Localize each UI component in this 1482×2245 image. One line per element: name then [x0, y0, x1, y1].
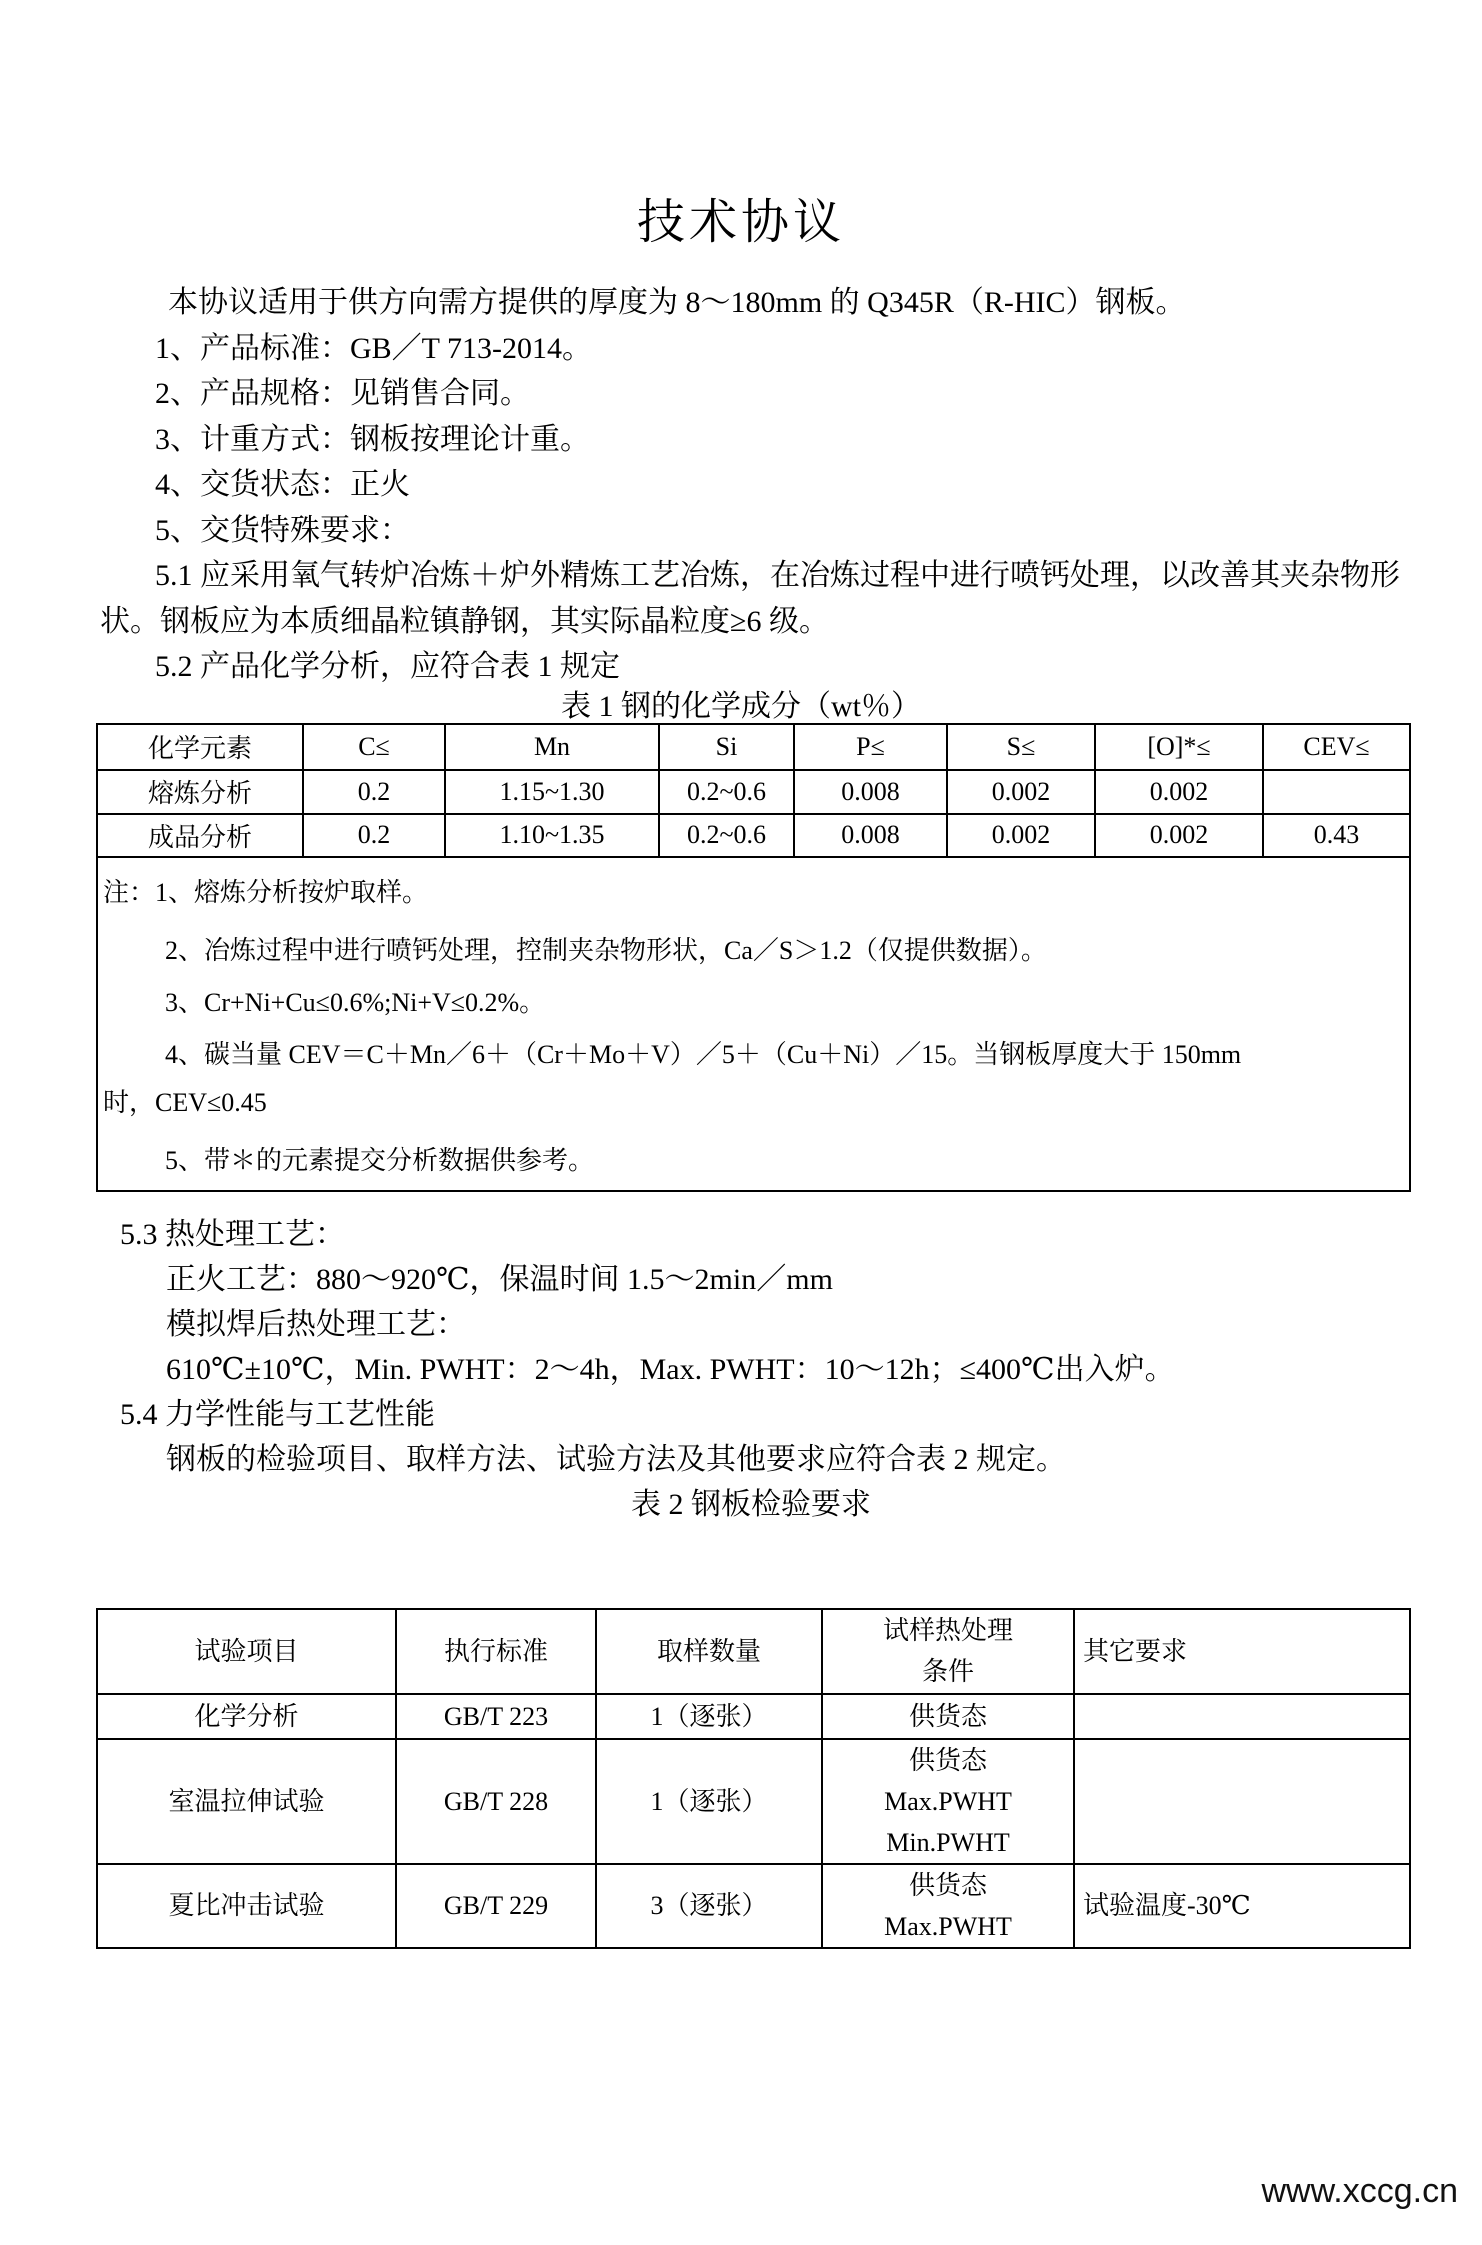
- test-item: 夏比冲击试验: [168, 1891, 325, 1920]
- table2-header-condition-line1: 试样热处理: [882, 1616, 1013, 1645]
- list-item-4: 4、交货状态：正火: [155, 468, 410, 501]
- table2-header-item: [97, 1609, 396, 1694]
- table2-cell: [822, 1864, 1074, 1948]
- table2-header-condition: [822, 1609, 1074, 1694]
- watermark-url: www.xccg.cn: [1261, 2172, 1458, 2210]
- table1-cell: 0.2: [303, 770, 445, 814]
- table2-cell: [396, 1864, 596, 1948]
- clause-5-1-line2: 状。钢板应为本质细晶粒镇静钢，其实际晶粒度≥6 级。: [100, 604, 829, 638]
- normalizing-process: 正火工艺：880～920℃，保温时间 1.5～2min／mm: [166, 1262, 833, 1296]
- table1-header-c: C≤: [303, 724, 445, 770]
- table2-header-item-label: 试验项目: [194, 1636, 299, 1666]
- note-3: 3、Cr+Ni+Cu≤0.6%;Ni+V≤0.2%。: [165, 987, 546, 1017]
- clause-5-1-line1: 5.1 应采用氧气转炉冶炼＋炉外精炼工艺冶炼，在冶炼过程中进行喷钙处理，以改善其夹杂物形: [155, 559, 1400, 592]
- table1-header-mn: Mn: [445, 724, 659, 770]
- intro-section: [100, 280, 1402, 690]
- clause-5-3: 5.3 热处理工艺：: [120, 1217, 345, 1251]
- table1-cell: 成品分析: [97, 814, 303, 857]
- table1-cell: 0.008: [794, 814, 947, 857]
- table1-cell: 0.002: [947, 814, 1095, 857]
- note-1: 注：1、熔炼分析按炉取样。: [103, 877, 429, 907]
- table2-header-other: [1074, 1609, 1410, 1694]
- test-quantity: 1（逐张）: [650, 1701, 768, 1731]
- test-item: 化学分析: [194, 1701, 299, 1731]
- table1-header-o: [O]*≤: [1095, 724, 1263, 770]
- list-item-1: 1、产品标准：GB／T 713-2014。: [155, 331, 592, 365]
- table2-cell: [1074, 1739, 1410, 1864]
- table2-caption: 表 2 钢板检验要求: [631, 1487, 871, 1521]
- table1-cell: 0.008: [794, 770, 947, 814]
- table1-header-element: 化学元素: [97, 724, 303, 770]
- clause-5-4-desc: 钢板的检验项目、取样方法、试验方法及其他要求应符合表 2 规定。: [166, 1442, 1066, 1476]
- table1-cell: 0.002: [947, 770, 1095, 814]
- table2-cell: [1074, 1694, 1410, 1739]
- table2-header-standard-label: 执行标准: [443, 1636, 548, 1666]
- table2-cell: [97, 1694, 396, 1739]
- test-condition: 供货态: [908, 1870, 987, 1900]
- pwht-detail: 610℃±10℃，Min. PWHT：2～4h，Max. PWHT：10～12h；≤400℃出入炉。: [166, 1352, 1175, 1386]
- list-item-2: 2、产品规格：见销售合同。: [155, 377, 530, 410]
- test-condition: 供货态: [908, 1701, 987, 1731]
- table2-cell: [97, 1864, 396, 1948]
- table2-cell: [396, 1694, 596, 1739]
- table2-cell: [396, 1739, 596, 1864]
- table1-notes: [97, 857, 1410, 1191]
- table2-row-chemical-analysis: [97, 1694, 1410, 1739]
- clause-5-2: 5.2 产品化学分析，应符合表 1 规定: [155, 650, 620, 683]
- test-quantity: 1（逐张）: [650, 1786, 768, 1816]
- table1-header-cev: CEV≤: [1263, 724, 1410, 770]
- heat-treatment-section: [100, 1212, 1402, 1527]
- intro-paragraph: 本协议适用于供方向需方提供的厚度为 8～180mm 的 Q345R（R-HIC）钢板。: [168, 286, 1186, 319]
- test-item: 室温拉伸试验: [168, 1786, 325, 1816]
- table1-cell: 1.15~1.30: [445, 770, 659, 814]
- table2-header-row: [97, 1609, 1410, 1694]
- test-condition: Max.PWHT: [884, 1911, 1012, 1941]
- document-title: 技术协议: [636, 196, 845, 249]
- list-item-5: 5、交货特殊要求：: [155, 513, 410, 547]
- table1-header-p: P≤: [794, 724, 947, 770]
- table2-header-condition-line2: 条件: [921, 1657, 974, 1686]
- table1-cell: 0.2~0.6: [659, 770, 794, 814]
- table2-cell: [822, 1694, 1074, 1739]
- table1-cell: 0.2~0.6: [659, 814, 794, 857]
- note-2: 2、冶炼过程中进行喷钙处理，控制夹杂物形状，Ca／S＞1.2（仅提供数据）。: [165, 935, 1047, 965]
- table1-chemical-composition: [96, 723, 1411, 1192]
- note-5: 5、带＊的元素提交分析数据供参考。: [165, 1145, 595, 1175]
- test-quantity: 3（逐张）: [650, 1891, 768, 1920]
- table1-row-melt-analysis: [97, 770, 1410, 814]
- clause-5-4: 5.4 力学性能与工艺性能: [120, 1397, 435, 1431]
- table2-row-impact-test: [97, 1864, 1410, 1948]
- table1-cell: 0.002: [1095, 770, 1263, 814]
- table1-cell: [1263, 770, 1410, 814]
- table2-row-tensile-test: [97, 1739, 1410, 1864]
- table1-row-product-analysis: [97, 814, 1410, 857]
- note-4-line2: 时，CEV≤0.45: [103, 1087, 267, 1117]
- pwht-title: 模拟焊后热处理工艺：: [166, 1307, 466, 1341]
- test-condition: 供货态: [908, 1745, 987, 1775]
- table1-cell: 0.43: [1263, 814, 1410, 857]
- test-standard: GB/T 229: [443, 1891, 549, 1920]
- table2-inspection-requirements: [96, 1608, 1411, 1949]
- table1-cell: 0.2: [303, 814, 445, 857]
- table1-notes-row: [97, 857, 1410, 1191]
- list-item-3: 3、计重方式：钢板按理论计重。: [155, 422, 590, 456]
- table1-header-si: Si: [659, 724, 794, 770]
- table2-cell: [596, 1739, 822, 1864]
- table1-header-s: S≤: [947, 724, 1095, 770]
- table1-cell: 1.10~1.35: [445, 814, 659, 857]
- test-condition: Min.PWHT: [886, 1827, 1010, 1857]
- test-other: 试验温度-30℃: [1083, 1891, 1251, 1920]
- table1-caption: 表 1 钢的化学成分（wt％）: [561, 689, 921, 723]
- table2-cell: [97, 1739, 396, 1864]
- test-standard: GB/T 228: [443, 1786, 549, 1816]
- table1-header-row: [97, 724, 1410, 770]
- table2-cell: [1074, 1864, 1410, 1948]
- table2-header-quantity-label: 取样数量: [656, 1636, 761, 1666]
- table2-header-quantity: [596, 1609, 822, 1694]
- test-condition: Max.PWHT: [884, 1786, 1012, 1816]
- table2-header-standard: [396, 1609, 596, 1694]
- table1-cell: 熔炼分析: [97, 770, 303, 814]
- table1-cell: 0.002: [1095, 814, 1263, 857]
- table2-cell: [596, 1864, 822, 1948]
- table2-cell: [596, 1694, 822, 1739]
- table2-cell: [822, 1739, 1074, 1864]
- test-standard: GB/T 223: [443, 1701, 549, 1731]
- note-4-line1: 4、碳当量 CEV＝C＋Mn／6＋（Cr＋Mo＋V）／5＋（Cu＋Ni）／15。当钢板厚度大于 150mm: [165, 1039, 1242, 1069]
- table2-header-other-label: 其它要求: [1083, 1636, 1188, 1666]
